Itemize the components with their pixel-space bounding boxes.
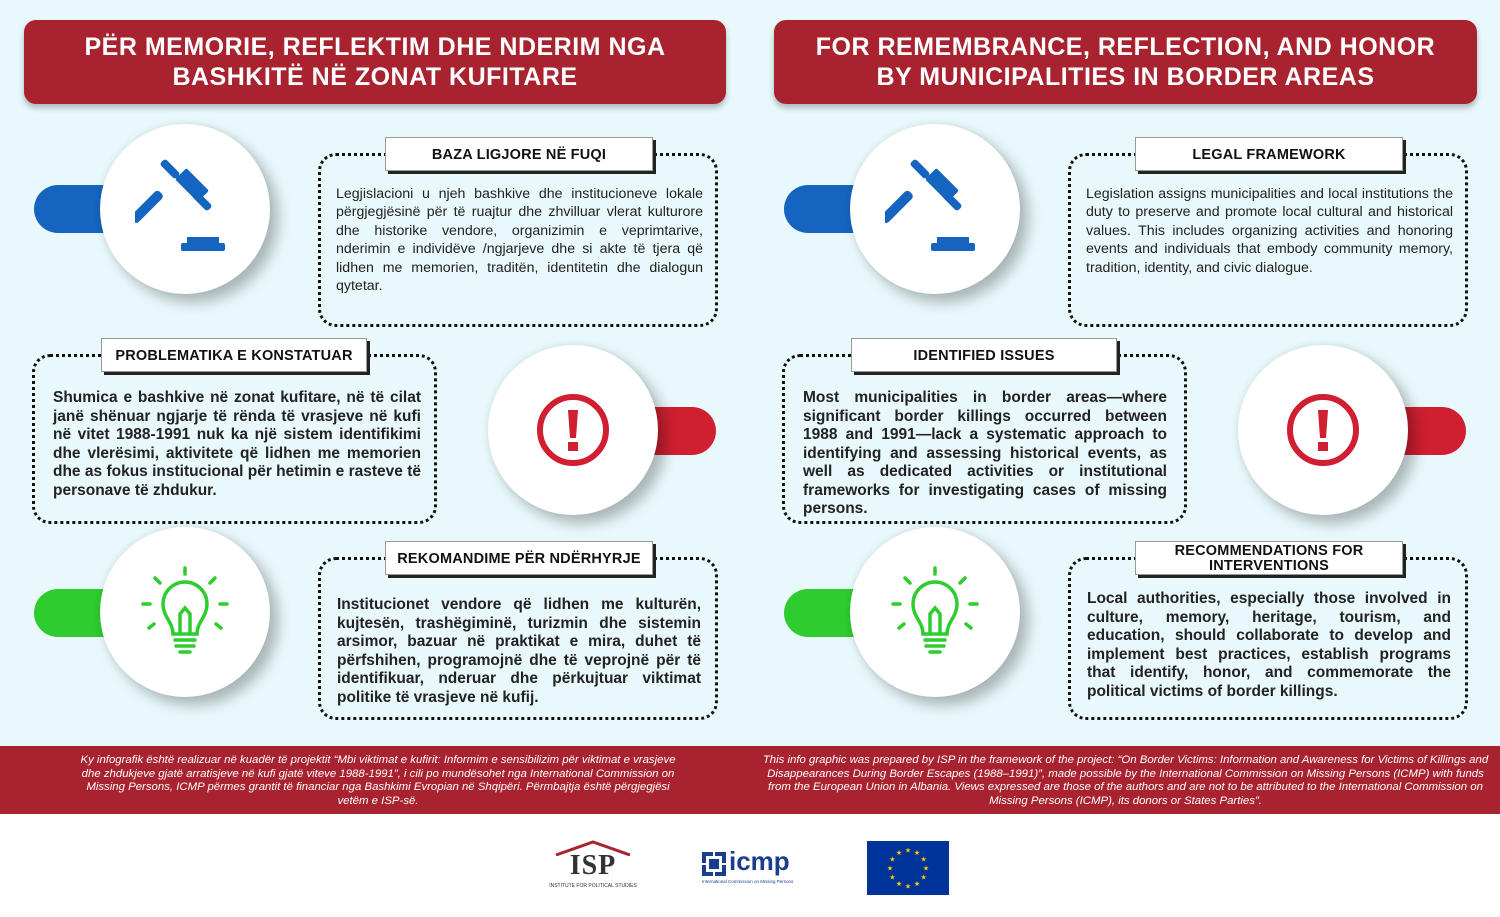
right-title-banner	[774, 20, 1477, 104]
issues-box-left	[32, 354, 437, 524]
exclamation-icon-circle	[1238, 345, 1408, 515]
icmp-logo-text: icmp	[729, 846, 790, 876]
exclamation-icon	[523, 380, 623, 480]
right-title-line1: FOR REMEMBRANCE, REFLECTION, AND HONOR	[815, 33, 1436, 61]
exclamation-icon-circle	[488, 345, 658, 515]
eu-star-icon: ★	[904, 847, 912, 855]
left-title-banner	[24, 20, 726, 104]
eu-star-icon: ★	[913, 881, 921, 889]
eu-star-icon: ★	[904, 883, 912, 891]
recommendations-text-left: Institucionet vendore që lidhen me kulturën, kujtesën, trashëgiminë, turizmin dhe sistemin arsimor, bazuar në praktikat e mira, duhet të përfshihen, programojnë dhe të veprojnë për të identifikuar, nderuar dhe përkujtuar viktimat politike të vrasjeve në kufij.	[337, 596, 701, 706]
issues-text-left: Shumica e bashkive në zonat kufitare, në të cilat janë shënuar ngjarje të rënda të vrasjeve në kufi në vitet 1988-1991 nuk ka një sistem identifikimi dhe vlerësimi, aktivitete që lidhen me memorien dhe as fokus institucional për hetimin e rasteve të personave të zhdukur.	[53, 389, 421, 499]
eu-star-icon: ★	[886, 865, 894, 873]
gavel-icon-circle	[850, 124, 1020, 294]
legal-framework-heading-left: BAZA LIGJORE NË FUQI	[385, 137, 653, 171]
legal-framework-heading-right: LEGAL FRAMEWORK	[1135, 137, 1403, 171]
icmp-logo-subtitle: International Commission on Missing Persons	[702, 879, 794, 884]
eu-flag-logo	[867, 841, 949, 895]
gavel-icon	[135, 159, 235, 259]
issues-heading-right: IDENTIFIED ISSUES	[851, 338, 1117, 372]
footer-banner	[0, 746, 1500, 814]
isp-logo-subtitle: INSTITUTE FOR POLITICAL STUDIES	[549, 883, 637, 889]
lightbulb-icon	[135, 562, 235, 662]
lightbulb-icon-circle	[850, 527, 1020, 697]
legal-framework-text-right: Legislation assigns municipalities and local institutions the duty to preserve and promote local cultural and historical values. This includes organizing activities and honoring events and individuals that embody community memory, tradition, identity, and civic dialogue.	[1086, 186, 1453, 276]
footer-text-right: This info graphic was prepared by ISP in the framework of the project: “On Border Victims: Information and Awareness for Victims of Killings and Disappearances During Border Escapes (1988–1991)”, made possible by the International Commission on Missing Persons (ICMP) with funds from the European Union in Albania. Views expressed are those of the authors and are not to be attributed to the International Commission on Missing Persons (ICMP), its donors or States Parties”.	[762, 754, 1489, 807]
legal-framework-box-left	[318, 153, 718, 327]
eu-star-icon: ★	[889, 874, 896, 882]
icmp-mark-icon	[702, 852, 726, 876]
recommendations-text-right: Local authorities, especially those involved in culture, memory, heritage, tourism, and education, should collaborate to develop and implement best practices, establish programs that identify, honor, and commemorate the political victims of border killings.	[1087, 590, 1451, 700]
recommendations-box-left	[318, 557, 718, 720]
eu-star-icon: ★	[895, 881, 903, 889]
issues-text-right: Most municipalities in border areas—where significant border killings occurred between 1988 and 1991—lack a systematic approach to identifying and assessing historical events, as well as dedicated activities or institutional frameworks for investigating cases of missing persons.	[803, 389, 1167, 517]
isp-logo-text: ISP	[569, 850, 617, 881]
logos-strip	[0, 814, 1500, 917]
eu-star-icon: ★	[920, 856, 927, 864]
icmp-logo	[702, 846, 814, 886]
recommendations-box-right	[1068, 557, 1468, 720]
right-title-line2: BY MUNICIPALITIES IN BORDER AREAS	[876, 63, 1375, 91]
footer-text-left: Ky infografik është realizuar në kuadër të projektit “Mbi viktimat e kufirit: Informim e sensibilizim për viktimat e vrasjeve dhe zhdukjeve gjatë arratisjeve në kufi gjatë viteve 1988-1991”, i cili po mundësohet nga International Commission on Missing Persons, ICMP përmes grantit të financiar nga Bashkimi Evropian në Shqipëri. Përmbajtja është përgjegjësi vetëm e ISP-së.	[80, 754, 676, 807]
left-title-line1: PËR MEMORIE, REFLEKTIM DHE NDERIM NGA	[84, 33, 666, 61]
recommendations-heading-left: REKOMANDIME PËR NDËRHYRJE	[385, 541, 653, 575]
exclamation-icon	[1273, 380, 1373, 480]
eu-star-icon: ★	[922, 865, 930, 873]
eu-star-icon: ★	[889, 856, 896, 864]
eu-star-icon: ★	[895, 849, 903, 857]
issues-box-right	[782, 354, 1187, 524]
isp-logo	[549, 840, 637, 892]
eu-stars-icon	[867, 841, 949, 895]
eu-star-icon: ★	[920, 874, 927, 882]
gavel-icon	[885, 159, 985, 259]
recommendations-heading-right: RECOMMENDATIONS FOR INTERVENTIONS	[1135, 541, 1403, 575]
legal-framework-text-left: Legjislacioni u njeh bashkive dhe institucioneve lokale përgjegjësinë për të ruajtur dhe zhvilluar vlerat kulturore dhe historike vendore, organizimin e veprimtarive, nderimin e individëve /ngjarjeve dhe si akte të tjera që lidhen me memorien, traditën, identitetin dhe dialogun qytetar.	[336, 186, 703, 295]
eu-star-icon: ★	[913, 849, 921, 857]
gavel-icon-circle	[100, 124, 270, 294]
lightbulb-icon-circle	[100, 527, 270, 697]
issues-heading-left: PROBLEMATIKA E KONSTATUAR	[101, 338, 367, 372]
legal-framework-box-right	[1068, 153, 1468, 327]
lightbulb-icon	[885, 562, 985, 662]
left-title-line2: BASHKITË NË ZONAT KUFITARE	[172, 63, 578, 91]
